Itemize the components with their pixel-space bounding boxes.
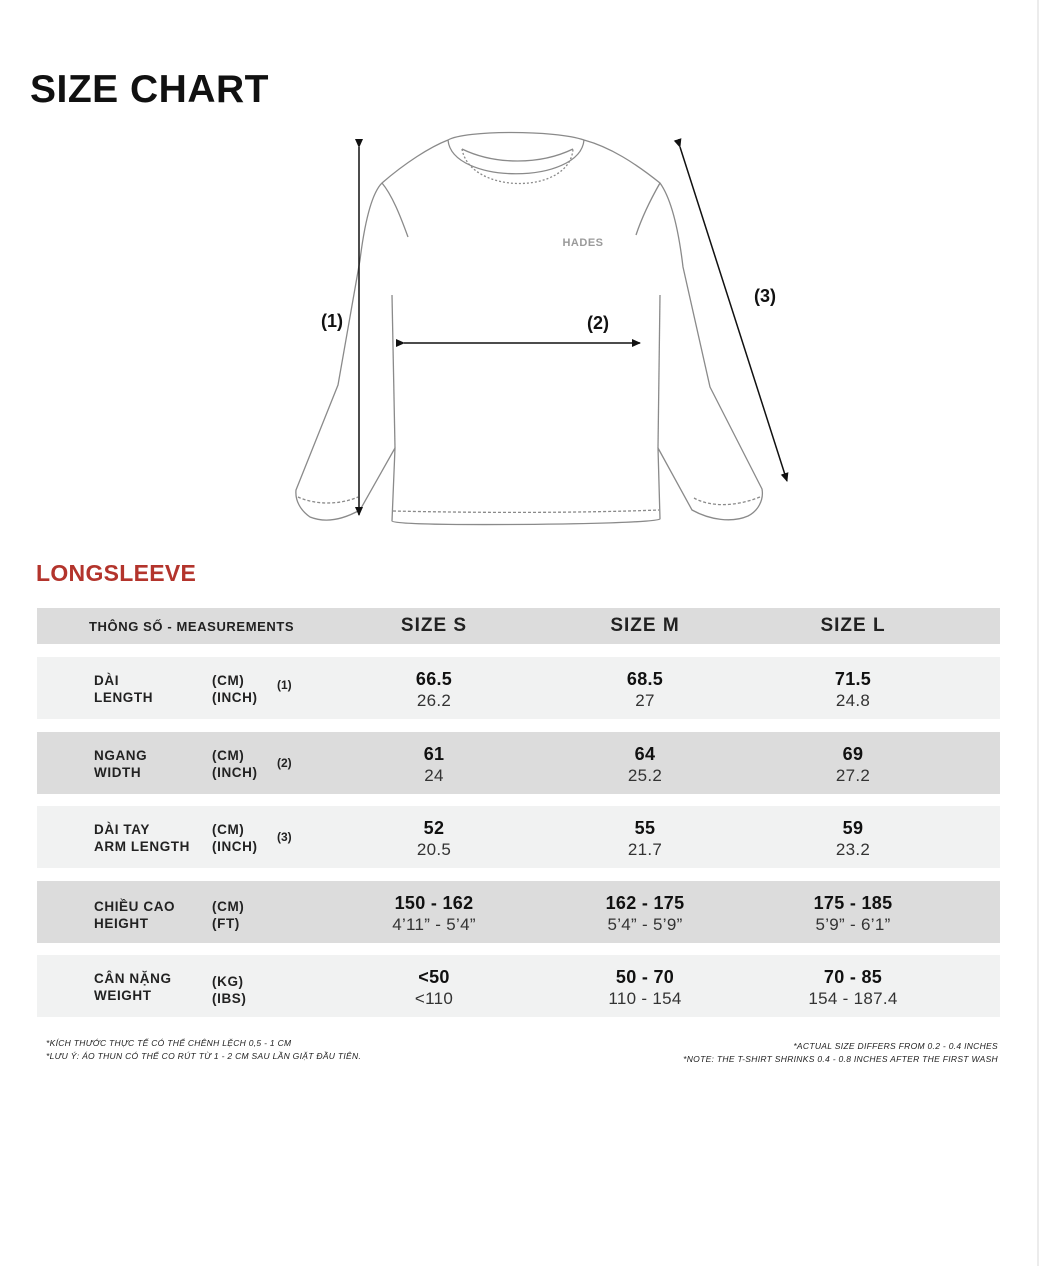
- value-cell-s: [415, 966, 453, 1010]
- value-primary: 162 - 175: [605, 893, 685, 913]
- value-primary: 61: [423, 744, 445, 764]
- table-row-height: [37, 881, 1000, 943]
- value-cell-s: [424, 743, 445, 787]
- value-primary: 71.5: [834, 669, 872, 689]
- row-unit-primary: (CM): [212, 748, 245, 763]
- table-row-width: [37, 732, 1000, 794]
- footnote-en-2: *NOTE: THE T-SHIRT SHRINKS 0.4 - 0.8 INCHES AFTER THE FIRST WASH: [683, 1054, 998, 1064]
- value-secondary: 24: [424, 766, 444, 785]
- row-unit-secondary: (INCH): [212, 690, 258, 705]
- table-row-arm-length: [37, 806, 1000, 868]
- value-secondary: 26.2: [416, 691, 452, 710]
- footnotes-vi: [46, 1037, 361, 1063]
- value-secondary: 20.5: [416, 840, 452, 859]
- value-secondary: 21.7: [627, 840, 663, 859]
- row-unit-secondary: (INCH): [212, 765, 258, 780]
- page-title: SIZE CHART: [30, 68, 269, 111]
- arm-length-arrow: [680, 147, 787, 481]
- row-units: [212, 821, 258, 855]
- logo-text: HADES: [562, 237, 604, 249]
- value-secondary: 5’4” - 5’9”: [607, 915, 683, 934]
- marker-2: (2): [587, 313, 609, 333]
- value-cell-l: [836, 817, 870, 861]
- value-secondary: 154 - 187.4: [808, 989, 898, 1008]
- header-size-l: SIZE L: [820, 615, 886, 636]
- row-label-vi: DÀI: [94, 673, 120, 688]
- footnote-vi-2: *LƯU Ý: ÁO THUN CÓ THỂ CO RÚT TỪ 1 - 2 CM SAU LẦN GIẶT ĐẦU TIÊN.: [46, 1051, 362, 1061]
- row-marker: (3): [277, 830, 292, 844]
- row-marker: (2): [277, 756, 292, 770]
- value-secondary: 27.2: [835, 766, 871, 785]
- row-unit-primary: (CM): [212, 822, 245, 837]
- row-label-vi: NGANG: [94, 748, 148, 763]
- value-cell-s: [417, 817, 451, 861]
- row-label-en: HEIGHT: [94, 916, 149, 931]
- row-label: [94, 898, 175, 932]
- footnote-en-1: *ACTUAL SIZE DIFFERS FROM 0.2 - 0.4 INCHES: [793, 1041, 998, 1051]
- marker-1: (1): [321, 311, 343, 331]
- value-cell-l: [835, 668, 871, 712]
- row-label: [94, 970, 172, 1004]
- footnote-vi-1: *KÍCH THƯỚC THỰC TẾ CÓ THỂ CHÊNH LỆCH 0,5 - 1 CM: [46, 1038, 292, 1048]
- value-secondary: 25.2: [627, 766, 663, 785]
- page-edge-line: [1037, 0, 1039, 1266]
- value-primary: 69: [842, 744, 864, 764]
- row-unit-primary: (KG): [212, 974, 244, 989]
- value-cell-l: [814, 892, 893, 936]
- header-size-s: SIZE S: [400, 615, 468, 636]
- marker-3: (3): [754, 286, 776, 306]
- value-primary: 66.5: [415, 669, 453, 689]
- value-primary: <50: [418, 967, 450, 987]
- value-primary: 55: [634, 818, 656, 838]
- row-label-en: WEIGHT: [94, 988, 152, 1003]
- value-primary: 50 - 70: [615, 967, 675, 987]
- row-units: [212, 747, 258, 781]
- value-primary: 64: [634, 744, 656, 764]
- table-header: [37, 608, 1000, 644]
- value-cell-s: [416, 668, 452, 712]
- value-primary: 59: [842, 818, 864, 838]
- row-label: [94, 747, 147, 781]
- row-label-en: LENGTH: [94, 690, 154, 705]
- row-label-vi: CHIỀU CAO: [94, 899, 176, 914]
- row-unit-secondary: (FT): [212, 916, 240, 931]
- section-title: LONGSLEEVE: [36, 560, 197, 586]
- row-unit-secondary: (INCH): [212, 839, 258, 854]
- row-label-en: WIDTH: [94, 765, 142, 780]
- value-secondary: 5’9” - 6’1”: [815, 915, 891, 934]
- value-cell-m: [628, 817, 662, 861]
- value-primary: 68.5: [626, 669, 664, 689]
- row-label-vi: DÀI TAY: [94, 822, 150, 837]
- value-secondary: 24.8: [835, 691, 871, 710]
- value-cell-m: [606, 892, 685, 936]
- value-secondary: 4’11” - 5’4”: [392, 915, 476, 934]
- row-label-vi: CÂN NẶNG: [94, 971, 172, 986]
- row-unit-primary: (CM): [212, 673, 245, 688]
- shirt-outline: [296, 133, 763, 525]
- row-marker: (1): [277, 678, 292, 692]
- value-cell-l: [836, 743, 870, 787]
- value-cell-m: [608, 966, 681, 1010]
- header-measurements-label: THÔNG SỐ - MEASUREMENTS: [89, 619, 295, 634]
- value-secondary: 27: [635, 691, 655, 710]
- value-cell-l: [808, 966, 897, 1010]
- table-row-weight: [37, 955, 1000, 1017]
- value-cell-m: [628, 743, 662, 787]
- value-primary: 150 - 162: [394, 893, 474, 913]
- row-units: [212, 672, 258, 706]
- row-unit-primary: (CM): [212, 899, 245, 914]
- value-secondary: 23.2: [835, 840, 871, 859]
- table-row-length: [37, 657, 1000, 719]
- value-secondary: <110: [414, 989, 454, 1008]
- value-primary: 52: [423, 818, 445, 838]
- footnotes-en: [683, 1040, 998, 1066]
- longsleeve-diagram: [280, 125, 820, 535]
- value-secondary: 110 - 154: [608, 989, 682, 1008]
- row-units: [212, 973, 247, 1007]
- row-unit-secondary: (IBS): [212, 991, 247, 1006]
- value-cell-m: [627, 668, 663, 712]
- row-label-en: ARM LENGTH: [94, 839, 190, 854]
- row-label: [94, 672, 153, 706]
- value-primary: 70 - 85: [823, 967, 883, 987]
- value-cell-s: [392, 892, 476, 936]
- header-size-m: SIZE M: [610, 615, 680, 636]
- row-label: [94, 821, 190, 855]
- row-units: [212, 898, 244, 932]
- value-primary: 175 - 185: [813, 893, 893, 913]
